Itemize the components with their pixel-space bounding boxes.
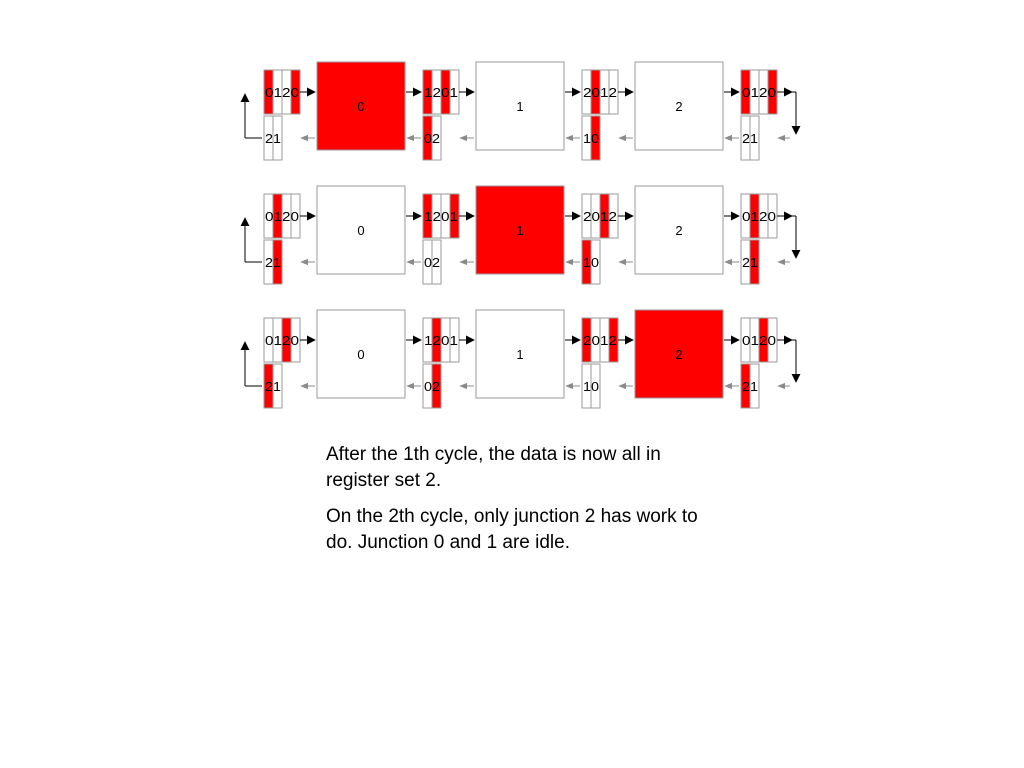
register-value: 2012 — [583, 333, 617, 348]
top-register — [423, 318, 459, 362]
bottom-register — [264, 240, 282, 284]
top-register — [582, 70, 618, 114]
register-value: 2012 — [583, 209, 617, 224]
bottom-register — [741, 240, 759, 284]
bottom-register — [582, 116, 600, 160]
register-value: 10 — [583, 379, 599, 394]
top-register — [741, 318, 777, 362]
register-value: 02 — [424, 379, 440, 394]
junction-label: 2 — [675, 99, 683, 114]
junction-label: 0 — [357, 347, 365, 362]
bottom-register — [423, 116, 441, 160]
top-register — [423, 194, 459, 238]
junction-label: 0 — [357, 99, 365, 114]
register-value: 1201 — [424, 333, 458, 348]
diagram-row-1 — [245, 62, 796, 160]
junction-label: 1 — [516, 347, 524, 362]
register-value: 21 — [742, 131, 758, 146]
register-value: 0120 — [742, 85, 776, 100]
register-value: 0120 — [742, 333, 776, 348]
top-register — [264, 318, 300, 362]
register-value: 10 — [583, 131, 599, 146]
bottom-register — [264, 364, 282, 408]
junction-label: 1 — [516, 223, 524, 238]
caption-paragraph-1: After the 1th cycle, the data is now all in register set 2. — [326, 444, 661, 491]
register-value: 10 — [583, 255, 599, 270]
register-value: 21 — [265, 379, 281, 394]
junction-label: 2 — [675, 223, 683, 238]
register-value: 0120 — [742, 209, 776, 224]
register-value: 0120 — [265, 209, 299, 224]
junction-label: 2 — [675, 347, 683, 362]
bottom-register — [741, 364, 759, 408]
bottom-register — [264, 116, 282, 160]
register-value: 21 — [265, 255, 281, 270]
top-register — [741, 70, 777, 114]
register-value: 21 — [742, 379, 758, 394]
top-register — [264, 194, 300, 238]
bottom-register — [582, 240, 600, 284]
bottom-register — [741, 116, 759, 160]
register-value: 0120 — [265, 85, 299, 100]
diagram-row-2 — [245, 186, 796, 284]
register-value: 1201 — [424, 85, 458, 100]
caption-paragraph-2: On the 2th cycle, only junction 2 has work to do. Junction 0 and 1 are idle. — [326, 506, 698, 553]
top-register — [423, 70, 459, 114]
register-value: 2012 — [583, 85, 617, 100]
top-register — [582, 318, 618, 362]
register-value: 21 — [265, 131, 281, 146]
top-register — [741, 194, 777, 238]
bottom-register — [582, 364, 600, 408]
caption — [326, 442, 726, 566]
bottom-register — [423, 364, 441, 408]
register-value: 02 — [424, 255, 440, 270]
diagram-row-3 — [245, 310, 796, 408]
register-value: 21 — [742, 255, 758, 270]
bottom-register — [423, 240, 441, 284]
junction-label: 0 — [357, 223, 365, 238]
junction-label: 1 — [516, 99, 524, 114]
register-value: 0120 — [265, 333, 299, 348]
top-register — [582, 194, 618, 238]
register-value: 02 — [424, 131, 440, 146]
top-register — [264, 70, 300, 114]
register-value: 1201 — [424, 209, 458, 224]
